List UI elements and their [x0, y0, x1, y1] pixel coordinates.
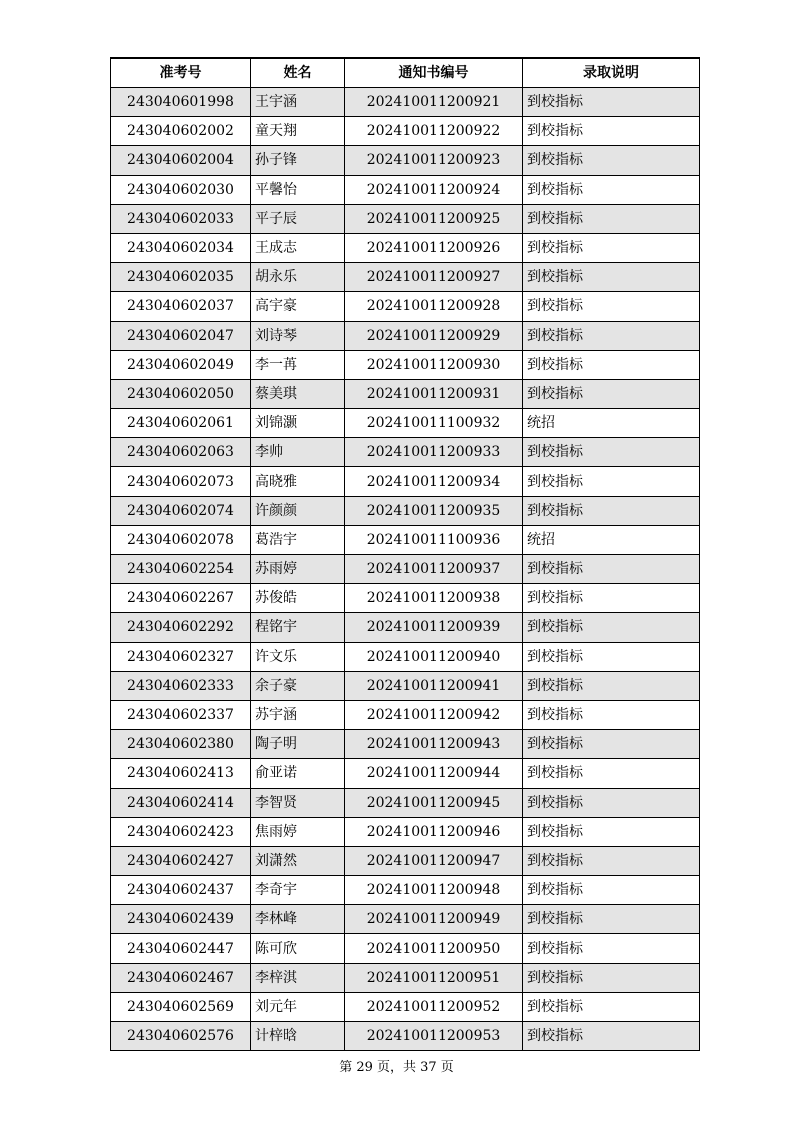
cell-name: 胡永乐	[251, 263, 345, 292]
cell-notice-number: 202410011200937	[345, 555, 523, 584]
table-row	[111, 555, 700, 584]
cell-name: 王宇涵	[251, 88, 345, 117]
cell-name: 高晓雅	[251, 467, 345, 496]
cell-exam-id: 243040602034	[111, 233, 251, 262]
cell-admission-note: 到校指标	[523, 963, 700, 992]
cell-name: 刘潇然	[251, 846, 345, 875]
cell-admission-note: 到校指标	[523, 379, 700, 408]
cell-name: 高宇豪	[251, 292, 345, 321]
cell-name: 许文乐	[251, 642, 345, 671]
cell-name: 童天翔	[251, 117, 345, 146]
cell-notice-number: 202410011200948	[345, 876, 523, 905]
cell-admission-note: 到校指标	[523, 1022, 700, 1051]
cell-admission-note: 到校指标	[523, 233, 700, 262]
cell-notice-number: 202410011200951	[345, 963, 523, 992]
cell-name: 程铭宇	[251, 613, 345, 642]
cell-admission-note: 到校指标	[523, 788, 700, 817]
table-row	[111, 992, 700, 1021]
cell-name: 李奇宇	[251, 876, 345, 905]
table-row	[111, 934, 700, 963]
cell-notice-number: 202410011200940	[345, 642, 523, 671]
cell-exam-id: 243040602333	[111, 671, 251, 700]
cell-name: 李一苒	[251, 350, 345, 379]
cell-notice-number: 202410011200931	[345, 379, 523, 408]
table-row	[111, 496, 700, 525]
cell-admission-note: 到校指标	[523, 642, 700, 671]
header-exam-id: 准考号	[111, 58, 251, 88]
cell-name: 苏雨婷	[251, 555, 345, 584]
cell-notice-number: 202410011200942	[345, 700, 523, 729]
cell-exam-id: 243040602327	[111, 642, 251, 671]
cell-exam-id: 243040602035	[111, 263, 251, 292]
table-row	[111, 117, 700, 146]
cell-exam-id: 243040602061	[111, 409, 251, 438]
cell-name: 俞亚诺	[251, 759, 345, 788]
table-row	[111, 876, 700, 905]
cell-notice-number: 202410011200947	[345, 846, 523, 875]
table-row	[111, 525, 700, 554]
cell-name: 平子辰	[251, 204, 345, 233]
cell-exam-id: 243040602267	[111, 584, 251, 613]
cell-exam-id: 243040602063	[111, 438, 251, 467]
cell-exam-id: 243040602437	[111, 876, 251, 905]
cell-admission-note: 到校指标	[523, 321, 700, 350]
cell-notice-number: 202410011200930	[345, 350, 523, 379]
cell-exam-id: 243040602037	[111, 292, 251, 321]
cell-exam-id: 243040602002	[111, 117, 251, 146]
cell-name: 蔡美琪	[251, 379, 345, 408]
cell-admission-note: 到校指标	[523, 146, 700, 175]
cell-admission-note: 到校指标	[523, 438, 700, 467]
cell-admission-note: 到校指标	[523, 175, 700, 204]
cell-name: 李智贤	[251, 788, 345, 817]
cell-admission-note: 到校指标	[523, 905, 700, 934]
cell-exam-id: 243040602337	[111, 700, 251, 729]
table-row	[111, 584, 700, 613]
cell-admission-note: 到校指标	[523, 555, 700, 584]
table-row	[111, 409, 700, 438]
cell-name: 王成志	[251, 233, 345, 262]
header-row	[111, 58, 700, 88]
cell-notice-number: 202410011200943	[345, 730, 523, 759]
table-row	[111, 759, 700, 788]
table-row	[111, 671, 700, 700]
table-row	[111, 88, 700, 117]
cell-notice-number: 202410011200941	[345, 671, 523, 700]
cell-exam-id: 243040602073	[111, 467, 251, 496]
cell-notice-number: 202410011200939	[345, 613, 523, 642]
cell-name: 苏俊皓	[251, 584, 345, 613]
cell-exam-id: 243040602447	[111, 934, 251, 963]
cell-notice-number: 202410011200928	[345, 292, 523, 321]
table-header	[111, 58, 700, 88]
cell-exam-id: 243040602050	[111, 379, 251, 408]
table-row	[111, 438, 700, 467]
header-notice-number: 通知书编号	[345, 58, 523, 88]
cell-notice-number: 202410011200934	[345, 467, 523, 496]
cell-exam-id: 243040602078	[111, 525, 251, 554]
cell-admission-note: 到校指标	[523, 934, 700, 963]
cell-name: 陈可欣	[251, 934, 345, 963]
cell-notice-number: 202410011200924	[345, 175, 523, 204]
cell-notice-number: 202410011200952	[345, 992, 523, 1021]
table-row	[111, 467, 700, 496]
cell-admission-note: 到校指标	[523, 817, 700, 846]
page-footer: 第 29 页，共 37 页	[339, 1060, 454, 1075]
cell-name: 孙子锋	[251, 146, 345, 175]
cell-notice-number: 202410011200922	[345, 117, 523, 146]
table-row	[111, 613, 700, 642]
cell-exam-id: 243040602427	[111, 846, 251, 875]
cell-admission-note: 统招	[523, 409, 700, 438]
cell-notice-number: 202410011200944	[345, 759, 523, 788]
cell-name: 平馨怡	[251, 175, 345, 204]
table-row	[111, 817, 700, 846]
cell-admission-note: 到校指标	[523, 292, 700, 321]
cell-admission-note: 到校指标	[523, 584, 700, 613]
table-row	[111, 321, 700, 350]
cell-admission-note: 到校指标	[523, 613, 700, 642]
cell-admission-note: 到校指标	[523, 759, 700, 788]
cell-name: 李梓淇	[251, 963, 345, 992]
cell-admission-note: 到校指标	[523, 700, 700, 729]
cell-admission-note: 到校指标	[523, 88, 700, 117]
cell-notice-number: 202410011200933	[345, 438, 523, 467]
cell-name: 李帅	[251, 438, 345, 467]
cell-notice-number: 202410011200925	[345, 204, 523, 233]
cell-exam-id: 243040602030	[111, 175, 251, 204]
cell-admission-note: 到校指标	[523, 876, 700, 905]
table-body	[111, 88, 700, 1051]
cell-notice-number: 202410011200927	[345, 263, 523, 292]
cell-exam-id: 243040602254	[111, 555, 251, 584]
cell-exam-id: 243040602569	[111, 992, 251, 1021]
cell-exam-id: 243040602033	[111, 204, 251, 233]
table-row	[111, 846, 700, 875]
cell-notice-number: 202410011200949	[345, 905, 523, 934]
cell-notice-number: 202410011200926	[345, 233, 523, 262]
cell-notice-number: 202410011200946	[345, 817, 523, 846]
cell-name: 许颜颜	[251, 496, 345, 525]
cell-notice-number: 202410011200923	[345, 146, 523, 175]
cell-notice-number: 202410011200950	[345, 934, 523, 963]
table-row	[111, 292, 700, 321]
cell-notice-number: 202410011200921	[345, 88, 523, 117]
cell-notice-number: 202410011200929	[345, 321, 523, 350]
cell-notice-number: 202410011200938	[345, 584, 523, 613]
cell-exam-id: 243040602413	[111, 759, 251, 788]
cell-name: 陶子明	[251, 730, 345, 759]
cell-notice-number: 202410011100932	[345, 409, 523, 438]
cell-notice-number: 202410011200935	[345, 496, 523, 525]
cell-name: 李林峰	[251, 905, 345, 934]
table-row	[111, 146, 700, 175]
cell-notice-number: 202410011200945	[345, 788, 523, 817]
table-row	[111, 1022, 700, 1051]
cell-name: 计梓晗	[251, 1022, 345, 1051]
cell-name: 刘元年	[251, 992, 345, 1021]
table-row	[111, 263, 700, 292]
cell-admission-note: 到校指标	[523, 496, 700, 525]
cell-exam-id: 243040602004	[111, 146, 251, 175]
cell-name: 刘锦灏	[251, 409, 345, 438]
table-row	[111, 175, 700, 204]
admission-table	[110, 57, 700, 1051]
cell-name: 焦雨婷	[251, 817, 345, 846]
table-row	[111, 233, 700, 262]
cell-name: 苏宇涵	[251, 700, 345, 729]
cell-notice-number: 202410011200953	[345, 1022, 523, 1051]
cell-exam-id: 243040602423	[111, 817, 251, 846]
cell-exam-id: 243040602049	[111, 350, 251, 379]
cell-exam-id: 243040602292	[111, 613, 251, 642]
table-row	[111, 905, 700, 934]
cell-exam-id: 243040601998	[111, 88, 251, 117]
cell-name: 葛浩宇	[251, 525, 345, 554]
header-name: 姓名	[251, 58, 345, 88]
cell-admission-note: 统招	[523, 525, 700, 554]
cell-admission-note: 到校指标	[523, 730, 700, 759]
cell-admission-note: 到校指标	[523, 846, 700, 875]
cell-exam-id: 243040602576	[111, 1022, 251, 1051]
table-row	[111, 788, 700, 817]
cell-notice-number: 202410011100936	[345, 525, 523, 554]
table-row	[111, 379, 700, 408]
table-row	[111, 730, 700, 759]
cell-admission-note: 到校指标	[523, 117, 700, 146]
table-row	[111, 700, 700, 729]
cell-exam-id: 243040602074	[111, 496, 251, 525]
cell-admission-note: 到校指标	[523, 350, 700, 379]
table-row	[111, 350, 700, 379]
cell-exam-id: 243040602380	[111, 730, 251, 759]
cell-exam-id: 243040602467	[111, 963, 251, 992]
header-admission-note: 录取说明	[523, 58, 700, 88]
cell-name: 余子豪	[251, 671, 345, 700]
cell-admission-note: 到校指标	[523, 992, 700, 1021]
cell-exam-id: 243040602439	[111, 905, 251, 934]
cell-admission-note: 到校指标	[523, 467, 700, 496]
table-row	[111, 642, 700, 671]
cell-name: 刘诗琴	[251, 321, 345, 350]
cell-admission-note: 到校指标	[523, 263, 700, 292]
cell-exam-id: 243040602047	[111, 321, 251, 350]
table-row	[111, 204, 700, 233]
cell-exam-id: 243040602414	[111, 788, 251, 817]
table-row	[111, 963, 700, 992]
cell-admission-note: 到校指标	[523, 204, 700, 233]
cell-admission-note: 到校指标	[523, 671, 700, 700]
